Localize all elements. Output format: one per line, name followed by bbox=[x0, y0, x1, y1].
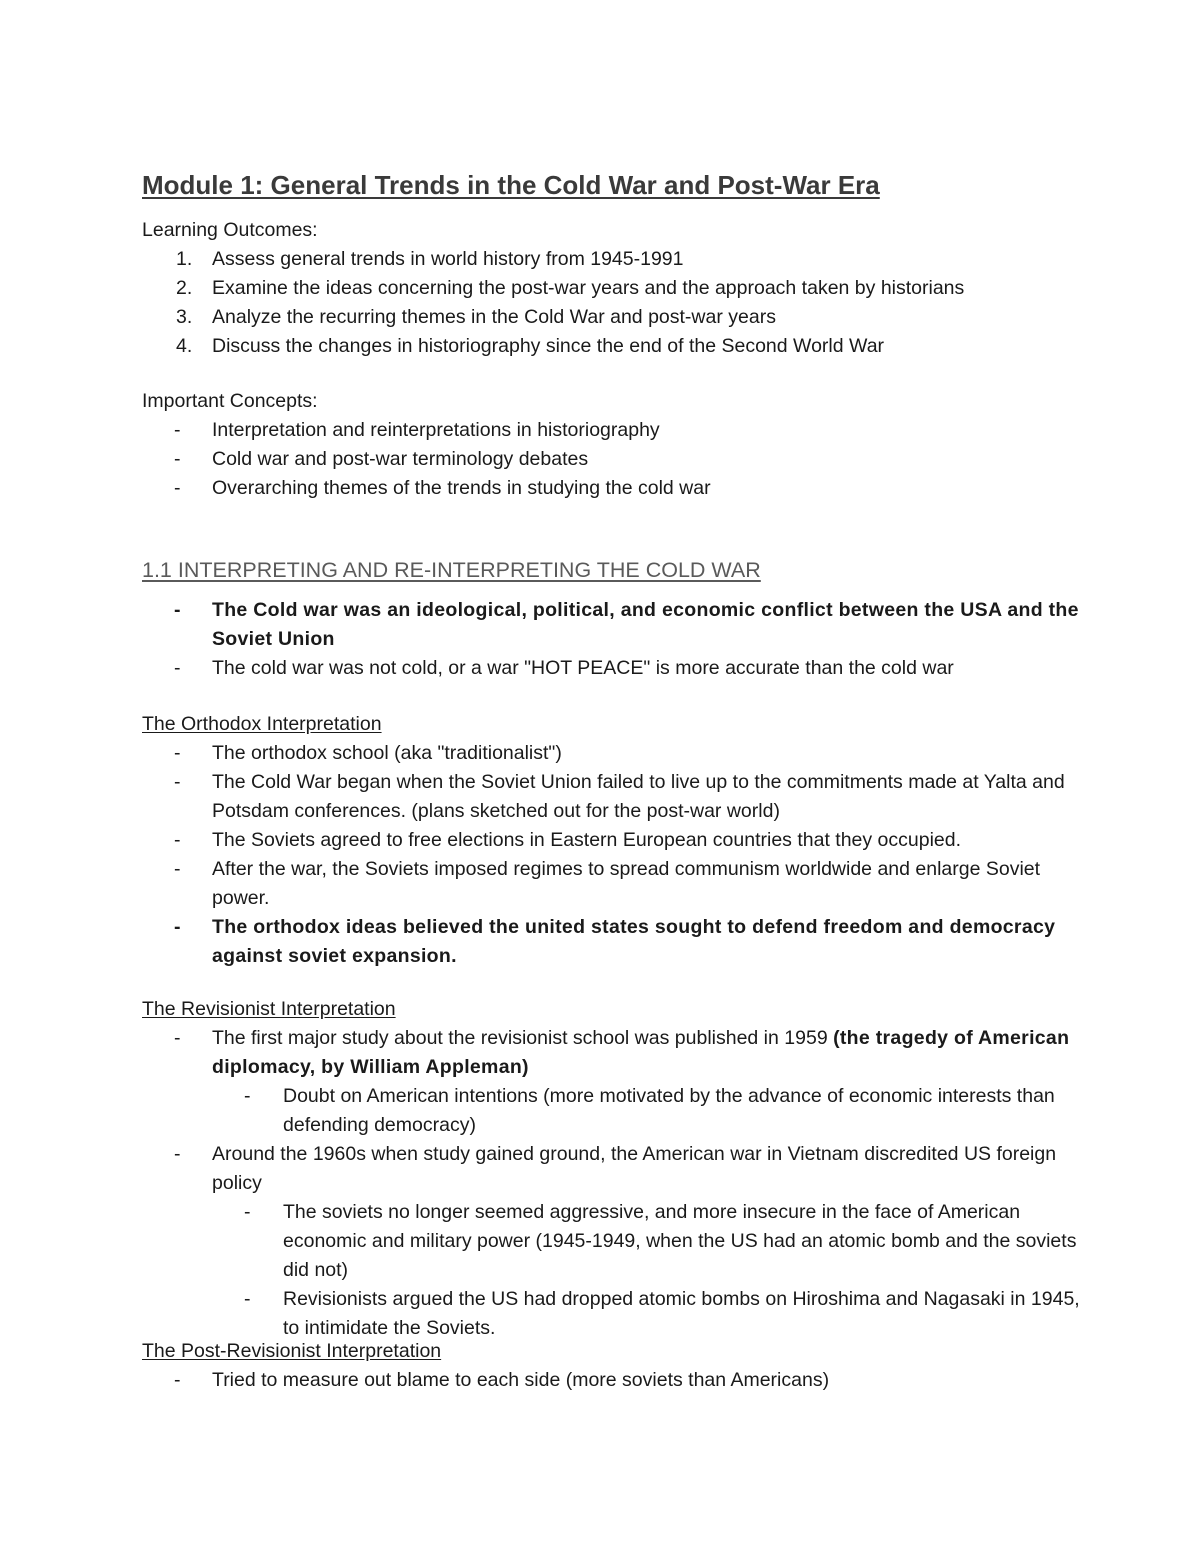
list-marker: - bbox=[174, 477, 181, 499]
revisionist-list bbox=[142, 1024, 1082, 1343]
list-marker: - bbox=[244, 1201, 251, 1223]
list-marker: - bbox=[174, 419, 181, 441]
list-item bbox=[142, 332, 1082, 361]
list-item bbox=[142, 596, 1082, 654]
list-item bbox=[142, 826, 1082, 855]
list-item bbox=[142, 1082, 1082, 1140]
list-marker: - bbox=[174, 771, 181, 793]
list-item-text: The orthodox school (aka "traditionalist") bbox=[212, 742, 562, 764]
list-item-text: Cold war and post-war terminology debates bbox=[212, 448, 589, 470]
list-item bbox=[142, 445, 1082, 474]
list-item bbox=[142, 245, 1082, 274]
list-item-text: Analyze the recurring themes in the Cold War and post-war years bbox=[212, 306, 776, 328]
list-item-text: Doubt on American intentions (more motivated by the advance of economic interests than defending democracy) bbox=[283, 1085, 1055, 1136]
list-item bbox=[142, 1366, 1082, 1395]
list-marker: - bbox=[174, 829, 181, 851]
list-marker: - bbox=[174, 448, 181, 470]
important-concepts-label: Important Concepts: bbox=[142, 390, 318, 412]
list-item-text: Examine the ideas concerning the post-war years and the approach taken by historians bbox=[212, 277, 965, 299]
list-item bbox=[142, 1198, 1082, 1285]
list-marker: - bbox=[174, 916, 181, 938]
list-marker: 2. bbox=[176, 277, 193, 299]
list-item bbox=[142, 416, 1082, 445]
orthodox-list bbox=[142, 739, 1082, 971]
list-marker: - bbox=[174, 657, 181, 679]
list-item bbox=[142, 274, 1082, 303]
section-heading: 1.1 INTERPRETING AND RE-INTERPRETING THE COLD WAR bbox=[142, 558, 761, 582]
list-item-text: Tried to measure out blame to each side (more soviets than Americans) bbox=[212, 1369, 830, 1391]
orthodox-heading: The Orthodox Interpretation bbox=[142, 713, 382, 735]
list-item bbox=[142, 1285, 1082, 1343]
list-item-text: After the war, the Soviets imposed regimes to spread communism worldwide and enlarge Soviet power. bbox=[212, 858, 1041, 909]
list-marker: 3. bbox=[176, 306, 193, 328]
list-marker: - bbox=[174, 742, 181, 764]
post-revisionist-heading: The Post-Revisionist Interpretation bbox=[142, 1340, 442, 1362]
revisionist-heading: The Revisionist Interpretation bbox=[142, 998, 396, 1020]
list-item-text: The Soviets agreed to free elections in Eastern European countries that they occupied. bbox=[212, 829, 962, 851]
list-item-text: The cold war was not cold, or a war "HOT PEACE" is more accurate than the cold war bbox=[212, 657, 954, 679]
list-item bbox=[142, 855, 1082, 913]
list-marker: - bbox=[174, 1143, 181, 1165]
list-marker: - bbox=[174, 1369, 181, 1391]
list-item bbox=[142, 1024, 1082, 1082]
list-item-text: The Cold war was an ideological, political, and economic conflict between the USA and the Soviet Union bbox=[212, 599, 1079, 650]
important-concepts-list bbox=[142, 416, 1082, 503]
list-item-text: Overarching themes of the trends in studying the cold war bbox=[212, 477, 711, 499]
list-marker: - bbox=[174, 1027, 181, 1049]
list-item-text: The first major study about the revisionist school was published in 1959 bbox=[212, 1027, 828, 1049]
learning-outcomes-label: Learning Outcomes: bbox=[142, 219, 318, 241]
list-marker: - bbox=[244, 1085, 251, 1107]
list-item-text: The orthodox ideas believed the united states sought to defend freedom and democracy against soviet expansion. bbox=[212, 916, 1056, 967]
list-item-text: Assess general trends in world history from 1945-1991 bbox=[212, 248, 684, 270]
list-item bbox=[142, 913, 1082, 971]
list-item bbox=[142, 303, 1082, 332]
document-title: Module 1: General Trends in the Cold War and Post-War Era bbox=[142, 170, 880, 200]
learning-outcomes-list bbox=[142, 245, 1082, 361]
list-item bbox=[142, 768, 1082, 826]
list-item-text: Revisionists argued the US had dropped atomic bombs on Hiroshima and Nagasaki in 1945, to intimidate the Soviets. bbox=[283, 1288, 1080, 1339]
list-item-text: Discuss the changes in historiography since the end of the Second World War bbox=[212, 335, 885, 357]
list-marker: - bbox=[174, 599, 181, 621]
list-marker: - bbox=[244, 1288, 251, 1310]
list-item bbox=[142, 1140, 1082, 1198]
post-revisionist-list bbox=[142, 1366, 1082, 1395]
list-marker: - bbox=[174, 858, 181, 880]
list-item-text: Interpretation and reinterpretations in historiography bbox=[212, 419, 660, 441]
list-item-text: The soviets no longer seemed aggressive, and more insecure in the face of American economic and military power (1945-1949, when the US had an atomic bomb and the soviets did not) bbox=[283, 1201, 1077, 1281]
list-item bbox=[142, 654, 1082, 683]
list-marker: 4. bbox=[176, 335, 193, 357]
section-1-1-list bbox=[142, 596, 1082, 683]
list-marker: 1. bbox=[176, 248, 193, 270]
list-item-text: Around the 1960s when study gained ground, the American war in Vietnam discredited US foreign policy bbox=[212, 1143, 1057, 1194]
list-item bbox=[142, 474, 1082, 503]
list-item-bold-text: (the tragedy of American diplomacy, by William Appleman) bbox=[212, 1027, 1070, 1078]
list-item-text: The Cold War began when the Soviet Union failed to live up to the commitments made at Yalta and Potsdam conferences. (plans sketched out for the post-war world) bbox=[212, 771, 1065, 822]
list-item bbox=[142, 739, 1082, 768]
